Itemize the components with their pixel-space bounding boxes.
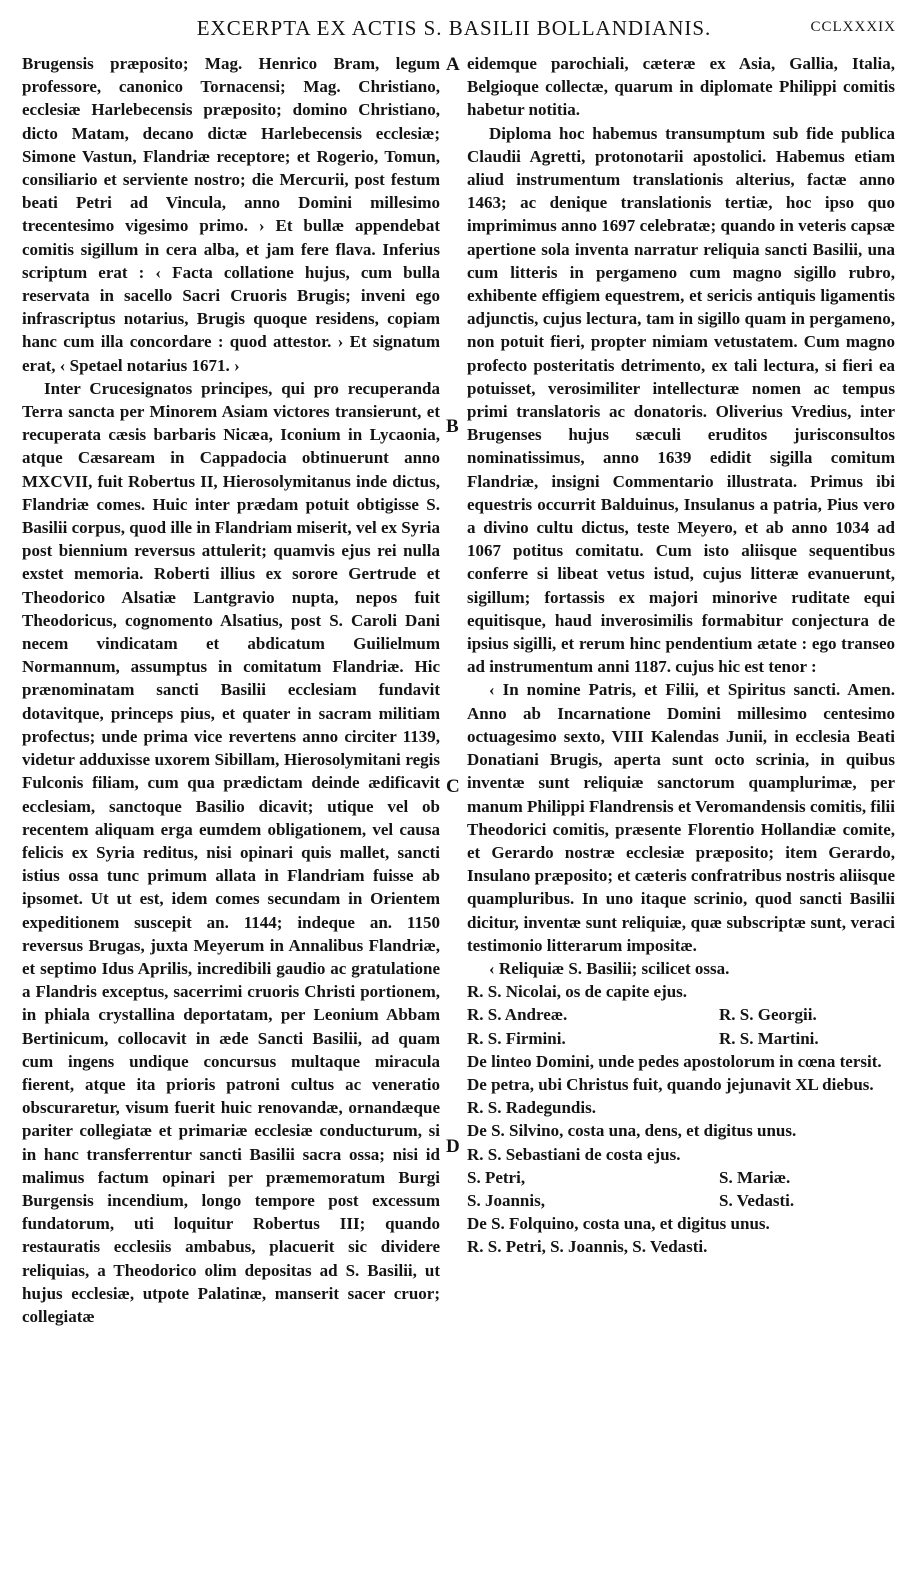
relic-list [467, 980, 895, 1258]
margin-marker-b: B [446, 416, 459, 437]
relic-item: De petra, ubi Christus fuit, quando jejunavit XL diebus. [467, 1074, 874, 1094]
relic-item [467, 1166, 895, 1189]
left-column [22, 52, 440, 1328]
relic-entry: R. S. Martini. [719, 1028, 819, 1048]
relic-entry: S. Joannis, [467, 1190, 545, 1210]
paragraph: eidemque parochiali, cæteræ ex Asia, Gallia, Italia, Belgioque collectæ, quarum in diplomate Philippi comitis habetur notitia. [467, 54, 895, 120]
relic-entry: R. S. Georgii. [719, 1005, 817, 1025]
relic-entry: S. Mariæ. [719, 1167, 791, 1187]
page-number: CCLXXXIX [810, 19, 896, 35]
margin-marker-c: C [446, 776, 460, 797]
relic-item [467, 1003, 895, 1026]
running-title: EXCERPTA EX ACTIS S. BASILII BOLLANDIANIS. [196, 16, 712, 40]
relic-entry: R. S. Firmini. [467, 1028, 566, 1048]
paragraph: ‹ Reliquiæ S. Basilii; scilicet ossa. [489, 958, 730, 978]
relic-item: R. S. Nicolai, os de capite ejus. [467, 982, 688, 1002]
relic-item: De S. Silvino, costa una, dens, et digitus unus. [467, 1121, 797, 1141]
page-header [0, 16, 908, 46]
relic-item [467, 1189, 895, 1212]
right-column [467, 52, 895, 1259]
paragraph: Diploma hoc habemus transumptum sub fide publica Claudii Agretti, protonotarii apostolici. Habemus etiam aliud instrumentum translationis alterius, factæ anno 1463; ac denique translationis tertiæ, hoc ipso quo imprimimus anno 1697 celebratæ; quando in veteris capsæ apertione sola inventa narratur reliquia sancti Basilii, una cum litteris in pergameno cum magno sigillo rubro, exhibente effigiem equestrem, et sericis antiquis ligamentis adjunctis, cujus lectura, tam in sigillo quam in pergameno, non potuit fieri, propter nimiam vetustatem. Cum magno profecto posteritatis detrimento, ex tali lectura, si fieri ea potuisset, verosimiliter intellecturæ nomen ac tempus primi translatoris ac donatoris. Oliverius Vredius, inter Brugenses hujus sæculi eruditos jurisconsultos nominatissimus, anno 1639 edidit sigilla comitum Flandriæ, insigni Commentario illustrata. Primus ibi equestris occurrit Balduinus, Insulanus a patria, Pius vero a divino cultu dictus, teste Meyero, et ab anno 1034 ad 1067 potitus comitatu. Cum isto aliisque sequentibus conferre si libeat vetus istud, cujus litteræ evanuerunt, sigillum; fortassis ex majori minorive ruditate equi equitisque, haud inverosimilis formabitur conjectura de ipsius sigilli, et rerum hinc pendentium ætate : ego transeo ad instrumentum anni 1187. cujus hic est tenor : [467, 123, 895, 677]
relic-item: R. S. Sebastiani de costa ejus. [467, 1144, 681, 1164]
margin-marker-a: A [446, 54, 460, 75]
margin-marker-d: D [446, 1136, 460, 1157]
relic-entry: S. Petri, [467, 1167, 526, 1187]
relic-entry: S. Vedasti. [719, 1190, 795, 1210]
paragraph: Inter Crucesignatos principes, qui pro recuperanda Terra sancta per Minorem Asiam victores transierunt, et recuperata cæsis barbaris Nicæa, Iconium in Lycaonia, atque Cæsaream in Cappadocia obtinuerunt anno MXCVII, fuit Robertus II, Hierosolymitanus inde dictus, Flandriæ comes. Huic inter prædam potuit obtigisse S. Basilii corpus, quod ille in Flandriam miserit, vel ex Syria post biennium reversus attulerit; quamvis ejus rei nulla exstet memoria. Roberti illius ex sorore Gertrude et Theodorico Alsatiæ Lantgravio nupta, nepos fuit Theodoricus, cognomento Alsatius, post S. Caroli Dani necem vindicatam et abdicatum Guilielmum Normannum, assumptus in comitatum Flandriæ. Hic prænominatam sancti Basilii ecclesiam fundavit dotavitque, princeps pius, et quater in sacram militiam profectus; unde prima vice revertens anno circiter 1139, videtur adduxisse uxorem Sibillam, Hierosolymitani regis Fulconis filiam, cum qua prædictam deinde ædificavit ecclesiam, sanctoque Basilio dicavit; utique vel ob recentem aliquam erga eumdem obligationem, vel causa felicis ex Syria reditus, nisi opinari quis mallet, sancti istius ossa tunc primum allata in Flandriam fuisse ab ipsomet. Ut ut est, idem comes secundam in Orientem expeditionem suscepit an. 1144; indeque an. 1150 reversus Brugas, juxta Meyerum in Annalibus Flandriæ, et septimo Idus Aprilis, incredibili gaudio ac gratulatione a Flandris exceptus, sacerrimi cruoris Christi portionem, in phiala crystallina deportatam, per Leonium Abbam Bertinicum, collocavit in æde Sancti Basilii, ad quam cum ingens undique concursus multaque miracula fierent, atque ita prioris patroni cultus ac veneratio obscuraretur, visum fuerit huic renovandæ, ornandæque pariter collegiatæ et primariæ ecclesiæ conducturum, si in hanc transferrentur sancti Basilii sacra ossa; nisi id malimus factum opinari per præmemoratum Burgi Burgensis incendium, longo tempore post excessum fundatorum, uti loquitur Robertus III; quando restauratis ecclesiis ambabus, placuerit sic dividere reliquias, a Theodorico olim depositas ad S. Basilii, ut hujus ecclesiæ, utpote Palatinæ, manserit sacer cruor; collegiatæ [22, 378, 440, 1326]
relic-item: De S. Folquino, costa una, et digitus unus. [467, 1214, 770, 1234]
relic-item: R. S. Radegundis. [467, 1098, 596, 1118]
paragraph: Brugensis præposito; Mag. Henrico Bram, legum professore, canonico Tornacensi; Mag. Christiano, ecclesiæ Harlebecensis præposito; domino Christiano, dicto Matam, decano dictæ Harlebecensis ecclesiæ; Simone Vastun, Flandriæ receptore; et Rogerio, Tomun, consiliario et serviente nostro; die Mercurii, post festum beati Petri ad Vincula, anno Domini millesimo trecentesimo vigesimo primo. › Et bullæ appendebat comitis sigillum in cera alba, et jam fere flava. Inferius scriptum erat : ‹ Facta collatione hujus, cum bulla reservata in sacello Sacri Cruoris Brugis; inveni ego infrascriptus notarius, Brugis quoque residens, copiam hanc cum illa concordare : quod attestor. › Et signatum erat, ‹ Spetael notarius 1671. › [22, 54, 440, 375]
relic-entry: R. S. Andreæ. [467, 1005, 568, 1025]
relic-item: R. S. Petri, S. Joannis, S. Vedasti. [467, 1237, 708, 1257]
paragraph: ‹ In nomine Patris, et Filii, et Spiritus sancti. Amen. Anno ab Incarnatione Domini millesimo centesimo octuagesimo sexto, VIII Kalendas Junii, in ecclesia Beati Donatiani Brugis, aperta sunt octo scrinia, in quibus inventæ sunt reliquiæ sanctorum quamplurimæ, per manum Philippi Flandrensis et Veromandensis comitis, filii Theodorici comitis, præsente Florentio Hollandiæ comite, et Gerardo nostræ ecclesiæ præposito; item Gerardo, Insulano præposito; et cæteris confratribus nostris aliisque quampluribus. In uno itaque scrinio, quod sancti Basilii dicitur, inventæ sunt reliquiæ, quæ subscriptæ sunt, veraci testimonio litterarum impositæ. [467, 680, 895, 955]
relic-item: De linteo Domini, unde pedes apostolorum in cœna tersit. [467, 1051, 882, 1071]
relic-item [467, 1027, 895, 1050]
